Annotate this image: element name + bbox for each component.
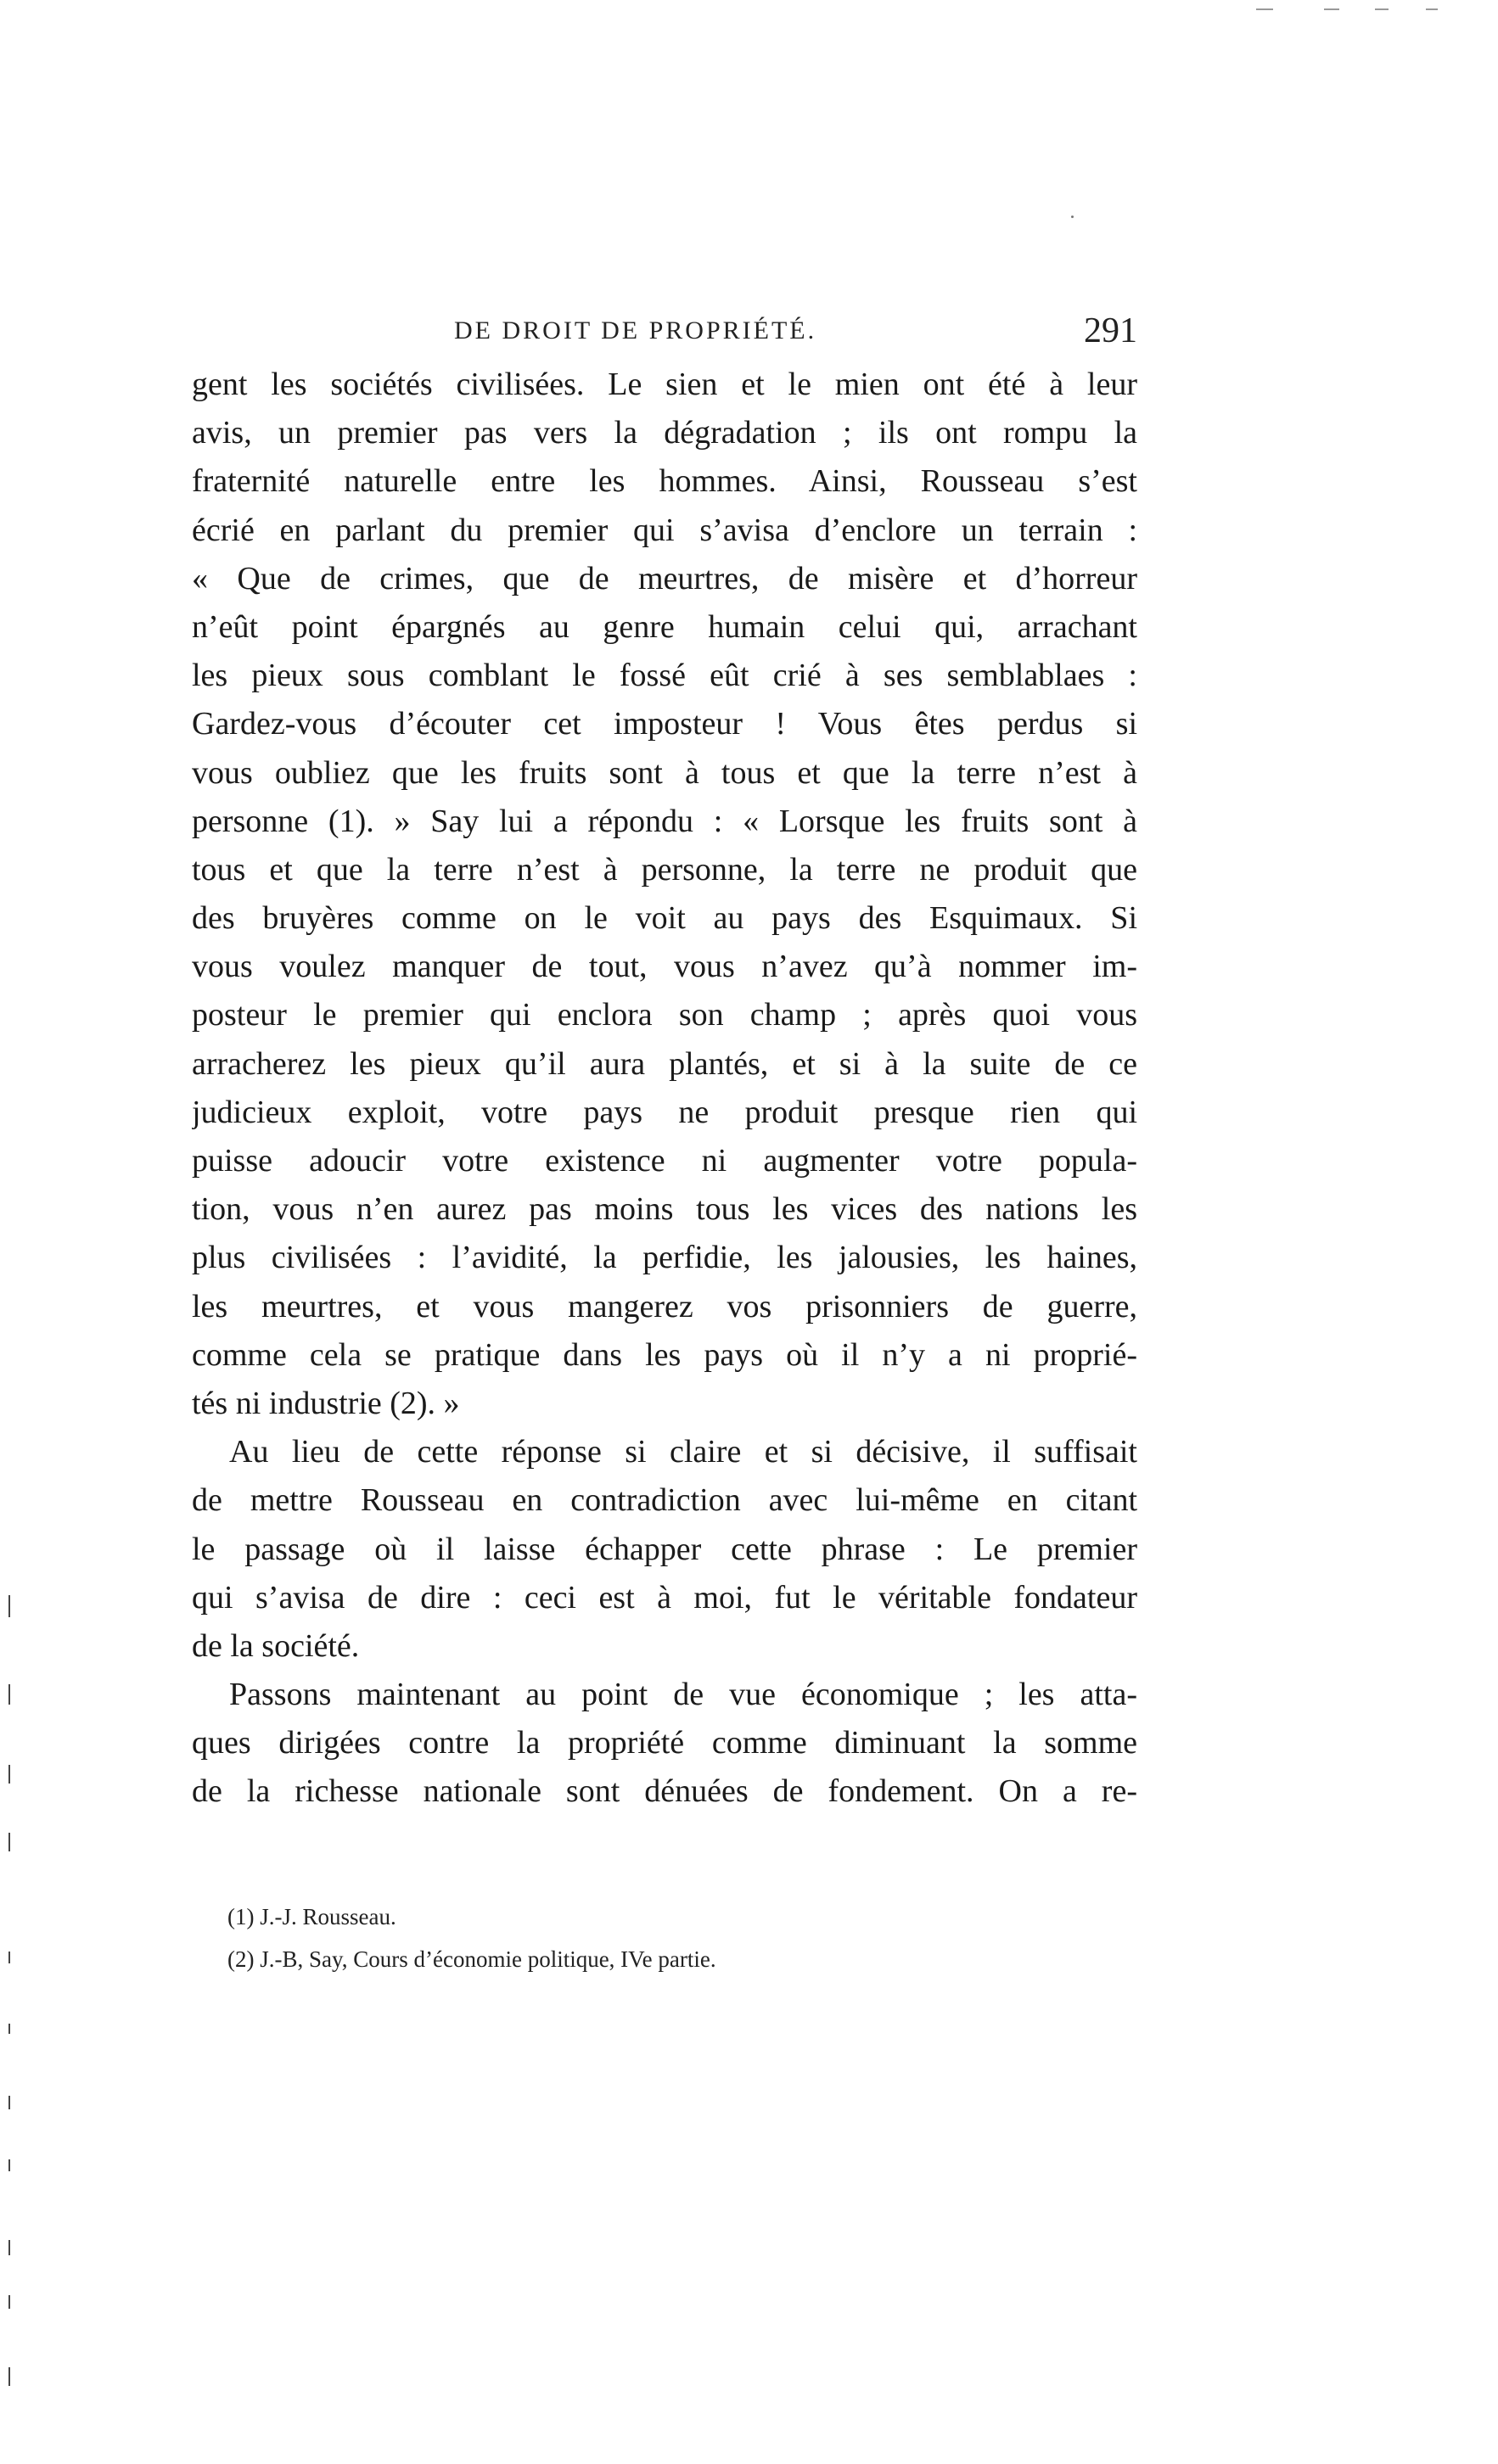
text-line: arracherez les pieux qu’il aura plantés, et si à la suite de ce	[192, 1045, 1137, 1082]
margin-scan-mark	[8, 2295, 10, 2309]
text-line: avis, un premier pas vers la dégradation ; ils ont rompu la	[192, 415, 1137, 451]
text-line: tion, vous n’en aurez pas moins tous les vices des nations les	[192, 1191, 1137, 1228]
text-line: plus civilisées : l’avidité, la perfidie, les jalousies, les haines,	[192, 1240, 1137, 1276]
text-line: de la société.	[192, 1627, 360, 1664]
text-line: vous voulez manquer de tout, vous n’avez qu’à nommer im-	[192, 949, 1137, 985]
text-line: des bruyères comme on le voit au pays des Esquimaux. Si	[192, 900, 1137, 937]
text-line: puisse adoucir votre existence ni augmenter votre popula-	[192, 1143, 1137, 1179]
text-line: ques dirigées contre la propriété comme diminuant la somme	[192, 1725, 1137, 1761]
margin-scan-mark	[8, 2159, 10, 2171]
text-line: fraternité naturelle entre les hommes. Ainsi, Rousseau s’est	[192, 463, 1137, 500]
footnotes	[227, 1896, 991, 1980]
text-line: vous oubliez que les fruits sont à tous et que la terre n’est à	[192, 754, 1137, 791]
margin-scan-mark	[8, 2024, 10, 2034]
margin-scan-mark	[8, 1684, 10, 1705]
text-line: tés ni industrie (2). »	[192, 1385, 460, 1421]
paragraph-first-line: Passons maintenant au point de vue économique ; les atta-	[229, 1677, 1137, 1713]
margin-scan-mark	[8, 1833, 10, 1851]
footnote: (2) J.-B, Say, Cours d’économie politique, IVe partie.	[227, 1946, 716, 1972]
paragraph-first-line: Au lieu de cette réponse si claire et si décisive, il suffisait	[229, 1434, 1137, 1470]
text-line: judicieux exploit, votre pays ne produit presque rien qui	[192, 1094, 1137, 1130]
text-line: Gardez-vous d’écouter cet imposteur ! Vous êtes perdus si	[192, 706, 1137, 742]
text-line: gent les sociétés civilisées. Le sien et le mien ont été à leur	[192, 367, 1137, 402]
text-line: de la richesse nationale sont dénuées de fondement. On a re-	[192, 1773, 1137, 1810]
top-scan-artifact	[1324, 8, 1339, 10]
page-number: 291	[1084, 311, 1137, 350]
text-line: n’eût point épargnés au genre humain celui qui, arrachant	[192, 608, 1137, 645]
text-line: de mettre Rousseau en contradiction avec lui-même en citant	[192, 1482, 1137, 1519]
text-line: comme cela se pratique dans les pays où il n’y a ni proprié-	[192, 1336, 1137, 1373]
margin-scan-mark	[8, 2367, 10, 2386]
footnote: (1) J.-J. Rousseau.	[227, 1904, 396, 1929]
text-line: le passage où il laisse échapper cette phrase : Le premier	[192, 1531, 1137, 1567]
text-line: qui s’avisa de dire : ceci est à moi, fut le véritable fondateur	[192, 1579, 1137, 1616]
margin-scan-mark	[8, 2240, 10, 2255]
text-line: les pieux sous comblant le fossé eût crié à ses semblablaes :	[192, 658, 1137, 694]
margin-scan-mark	[8, 2096, 10, 2109]
text-line: posteur le premier qui enclora son champ ; après quoi vous	[192, 997, 1137, 1033]
text-line: tous et que la terre n’est à personne, la terre ne produit que	[192, 851, 1137, 888]
ink-speck	[1071, 216, 1074, 218]
top-scan-artifact	[1426, 8, 1438, 10]
body-text	[192, 361, 1137, 1817]
text-line: écrié en parlant du premier qui s’avisa d’enclore un terrain :	[192, 512, 1137, 548]
margin-scan-mark	[8, 1765, 10, 1784]
top-scan-artifact	[1375, 8, 1389, 10]
running-head: DE DROIT DE PROPRIÉTÉ.	[454, 316, 817, 344]
margin-scan-mark	[8, 1952, 10, 1963]
top-scan-artifact	[1256, 8, 1273, 10]
text-line: personne (1). » Say lui a répondu : « Lorsque les fruits sont à	[192, 803, 1137, 839]
margin-scan-mark	[8, 1595, 10, 1617]
text-line: les meurtres, et vous mangerez vos prisonniers de guerre,	[192, 1288, 1137, 1324]
text-line: « Que de crimes, que de meurtres, de misère et d’horreur	[192, 560, 1137, 596]
